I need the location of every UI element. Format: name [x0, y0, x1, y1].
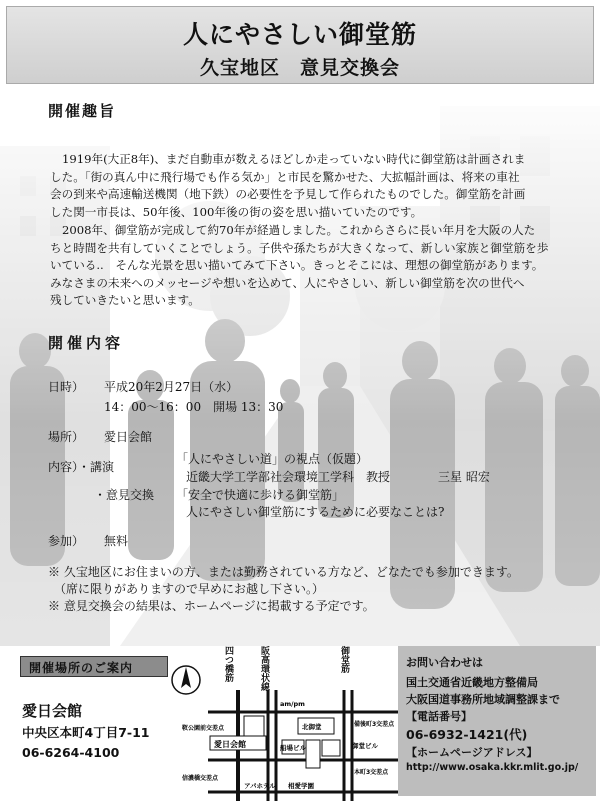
- purpose-line: した関一市長は、50年後、100年後の街の姿を思い描いていたのです。: [50, 204, 423, 219]
- map-label-minami-midou: 御堂ビル: [352, 742, 378, 750]
- north-arrow-icon: [172, 666, 200, 694]
- venue-name: 愛日会館: [22, 702, 83, 720]
- lecture-title: 「人にやさしい道」の視点（仮題）: [176, 452, 369, 466]
- map-label-soai: 相愛学園: [288, 782, 314, 790]
- contact-url-link[interactable]: http://www.osaka.kkr.mlit.go.jp/: [406, 762, 579, 773]
- contact-tel-label: 【電話番号】: [406, 710, 472, 723]
- lecturer-name: 三星 昭宏: [438, 470, 490, 484]
- venue-guide-bar: 開催場所のご案内: [20, 656, 168, 677]
- map-road-yotsuhashi: 四つ橋筋: [223, 646, 233, 682]
- contact-tel: 06-6932-1421(代): [406, 727, 528, 742]
- map-label-aijitsu: 愛日会館: [214, 740, 246, 749]
- event-place: 愛日会館: [104, 430, 153, 444]
- purpose-heading: 開催趣旨: [48, 102, 117, 120]
- exchange-subtitle: 人にやさしい御堂筋にするために必要なことは?: [186, 505, 445, 519]
- venue-map: [168, 640, 398, 801]
- contact-box: [398, 646, 596, 796]
- map-label-ampm: am/pm: [280, 700, 305, 708]
- purpose-line: した。「街の真ん中に飛行場でも作る気か」と市民を驚かせた、大拡幅計画は、将来の車社: [50, 169, 520, 184]
- event-date: 平成20年2月27日（水）: [104, 380, 239, 394]
- title-banner: [6, 6, 594, 84]
- page-subtitle: 久宝地区 意見交換会: [199, 57, 400, 79]
- map-label-kinoshita: 靫公園前交差点: [182, 725, 225, 732]
- map-label-kita-midou: 北御堂: [302, 723, 322, 731]
- note-line: （席に限りがありますので早めにお越し下さい。）: [48, 582, 325, 596]
- venue-phone: 06-6264-4100: [22, 745, 120, 760]
- contact-web-label: 【ホームページアドレス】: [406, 746, 538, 759]
- notes: [48, 564, 588, 615]
- map-label-shinmachi: 信濃橋交差点: [182, 775, 219, 782]
- content-label: 内容）・講演: [48, 460, 115, 474]
- exchange-title: 「安全で快適に歩ける御堂筋」: [176, 488, 345, 502]
- map-label-apa: アパホテル: [244, 782, 276, 790]
- venue-address: 中央区本町4丁目7-11: [22, 725, 150, 740]
- purpose-line: いている.. そんな光景を思い描いてみて下さい。きっとそこには、理想の御堂筋があります。: [50, 258, 544, 273]
- place-label: 場所）: [48, 430, 85, 444]
- purpose-line: 会の到来や高速輸送機関（地下鉄）の必要性を予見して作られたものでした。御堂筋を計画: [50, 187, 526, 202]
- map-road-midosuji: 御堂筋: [339, 646, 349, 673]
- note-line: ※ 久宝地区にお住まいの方、または勤務されている方など、どなたでも参加できます。: [48, 565, 519, 579]
- map-label-senba: 船場ビル: [280, 744, 306, 752]
- purpose-paragraph-1: [50, 151, 578, 221]
- purpose-line: ちと時間を共有していくことでしょう。子供や孫たちが大きくなって、新しい家族と御堂筋を歩: [50, 240, 549, 255]
- purpose-line: 残していきたいと思います。: [50, 293, 200, 308]
- map-label-honmachi-b: 本町3交差点: [354, 769, 389, 776]
- purpose-line: みなさまの未来へのメッセージや想いを込めて、人にやさしい、新しい御堂筋を次の世代へ: [50, 275, 525, 290]
- fee-value: 無料: [104, 534, 129, 548]
- fee-label: 参加）: [48, 534, 85, 548]
- contact-title: お問い合わせは: [406, 656, 483, 669]
- contact-org-2: 大阪国道事務所地域調整課まで: [406, 693, 560, 706]
- purpose-line: 2008年、御堂筋が完成して約70年が経過しました。これからさらに長い年月を大阪の人た: [62, 223, 536, 237]
- map-label-honmachi3: 備後町3交差点: [354, 721, 395, 728]
- lecturer-affiliation: 近畿大学工学部社会環境工学科 教授: [186, 470, 391, 484]
- contact-org-1: 国土交通省近畿地方整備局: [406, 676, 538, 689]
- map-road-hanshin: 阪高環状線: [259, 646, 269, 691]
- exchange-label: ・意見交換: [94, 488, 155, 502]
- page-title: 人にやさしい御堂筋: [182, 20, 417, 49]
- date-label: 日時）: [48, 380, 85, 394]
- purpose-line: 1919年(大正8年)、まだ自動車が数えるほどしか走っていない時代に御堂筋は計画されま: [62, 152, 526, 166]
- note-line: ※ 意見交換会の結果は、ホームページに掲載する予定です。: [48, 599, 375, 613]
- event-time: 14：00〜16：00 開場 13：30: [104, 400, 284, 414]
- details-heading: 開催内容: [48, 334, 125, 352]
- purpose-paragraph-2: [50, 222, 578, 310]
